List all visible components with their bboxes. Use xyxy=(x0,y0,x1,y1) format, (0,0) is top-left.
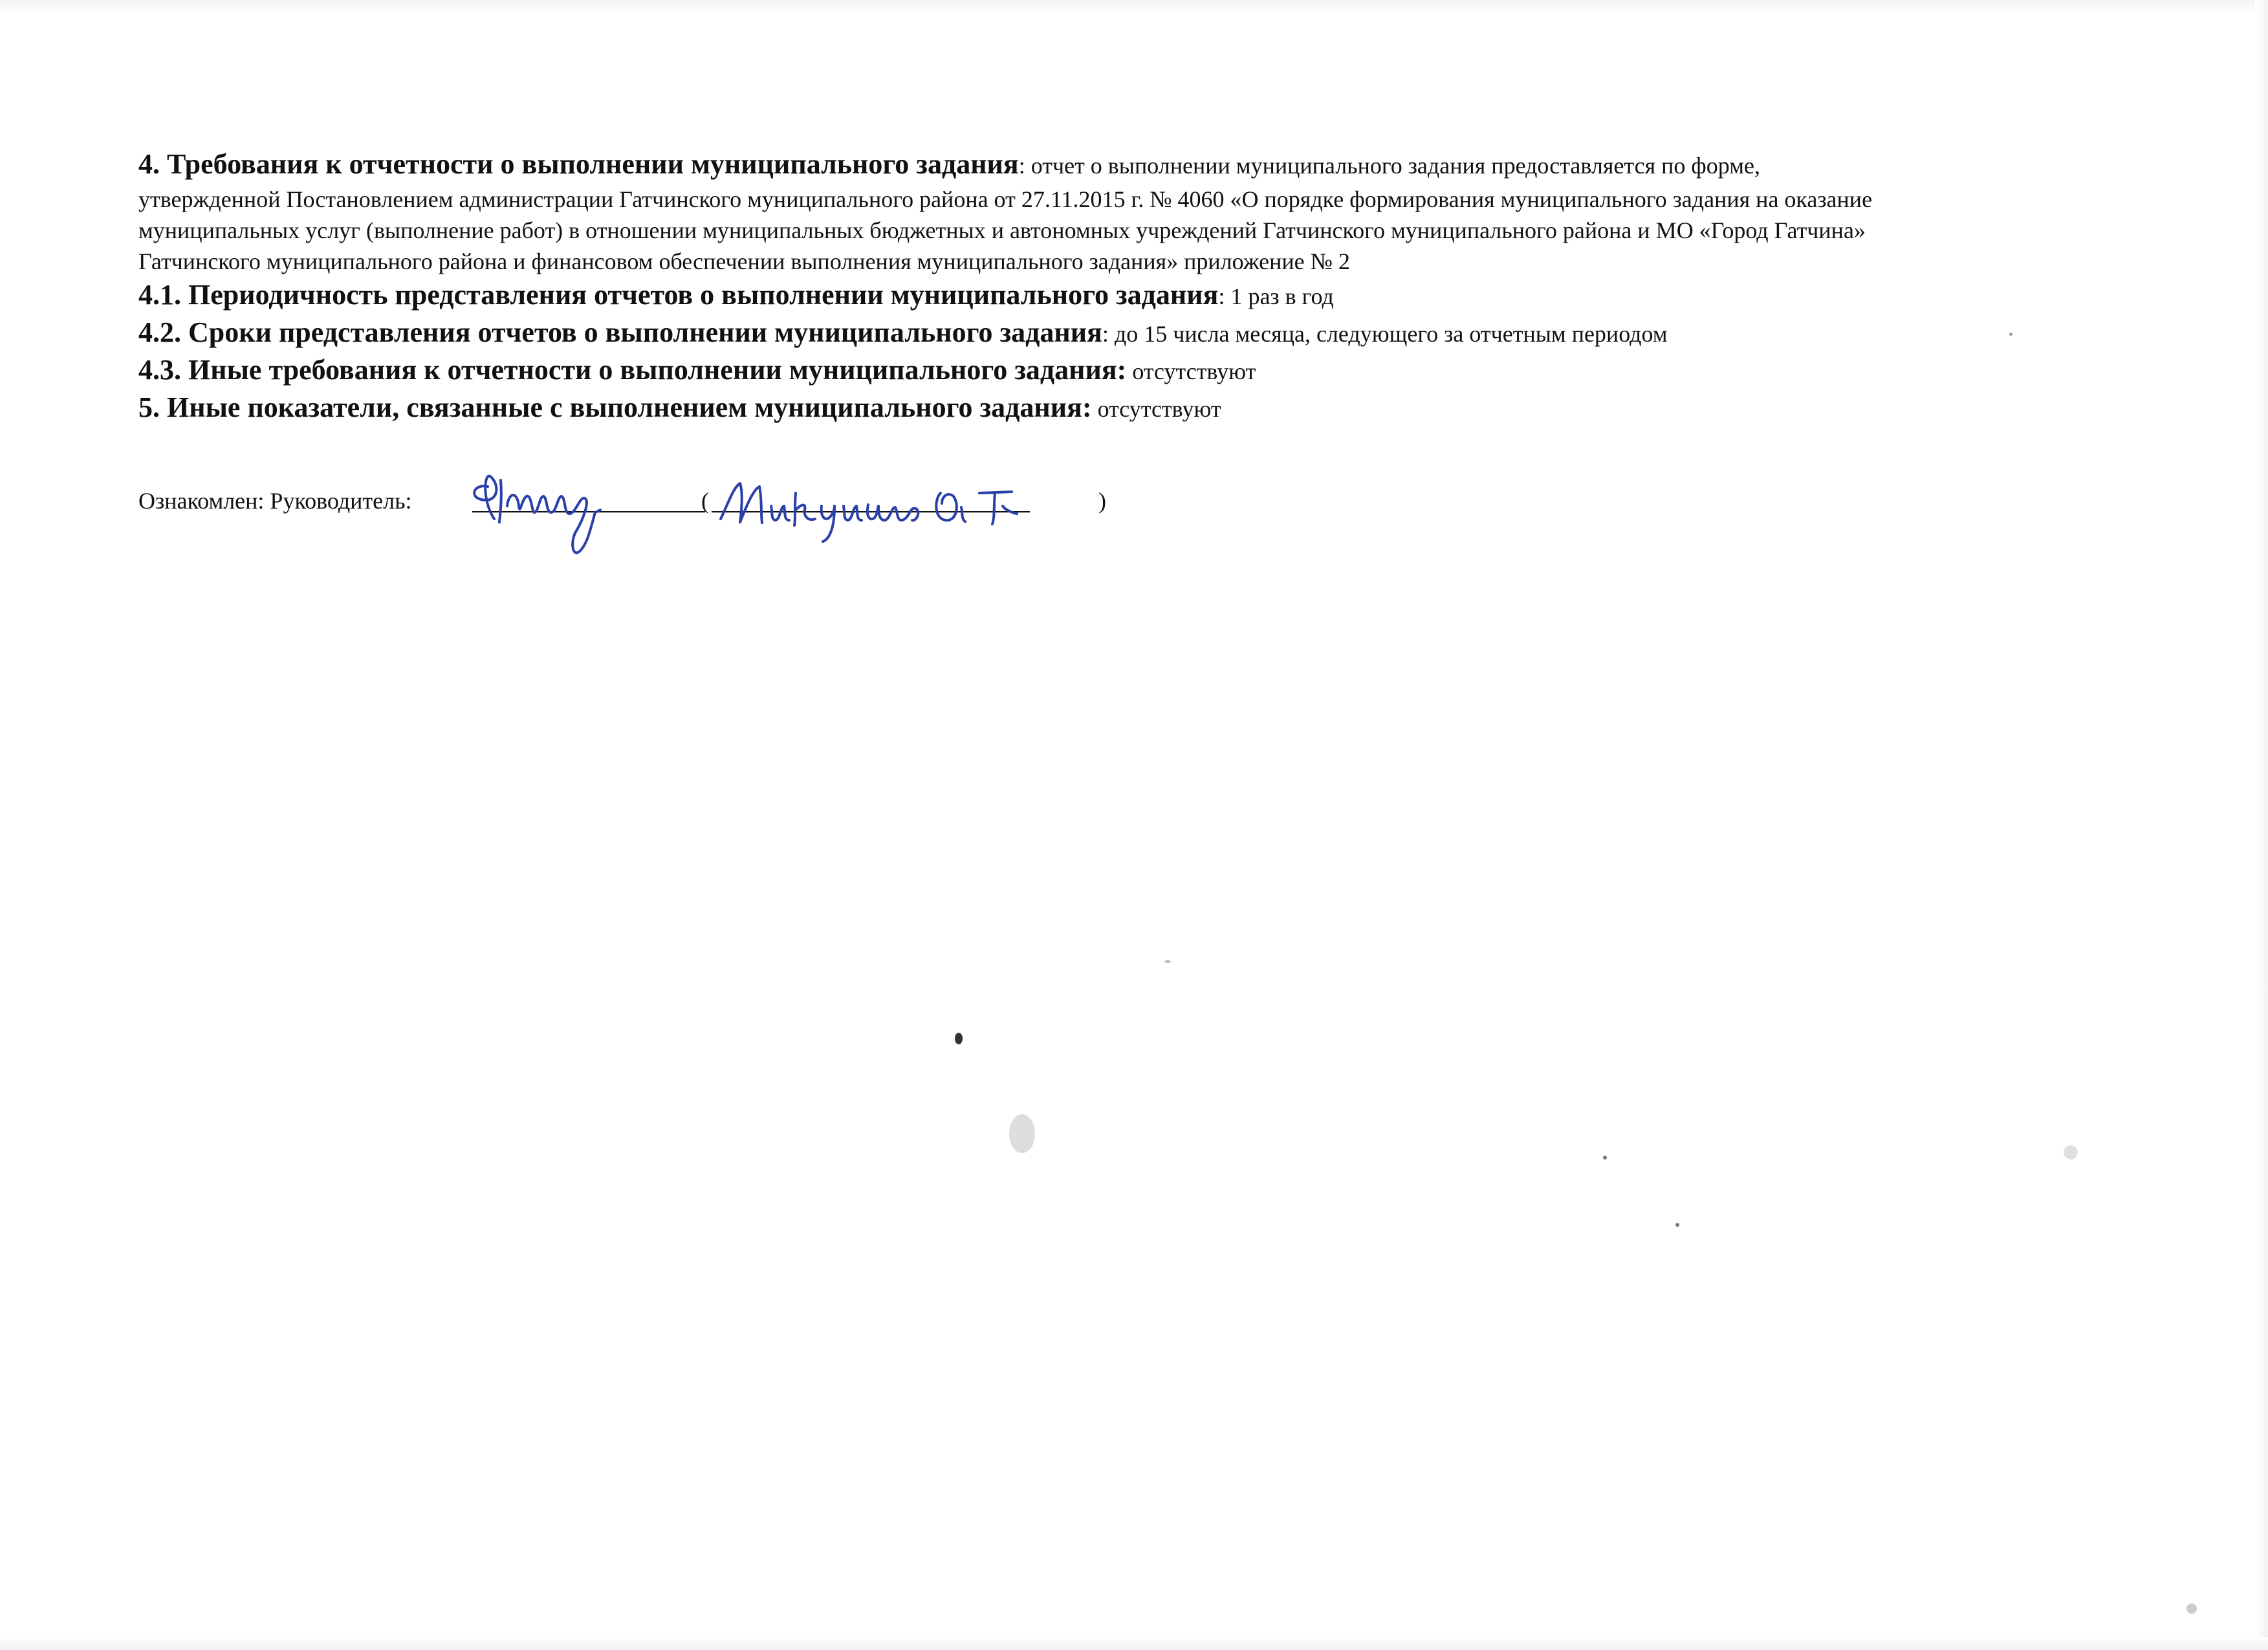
section-4-heading: 4. Требования к отчетности о выполнении муниципального задания xyxy=(138,148,1019,180)
scan-speck xyxy=(955,1033,963,1044)
section-4-3-heading: 4.3. Иные требования к отчетности о выполнении муниципального задания: xyxy=(138,354,1127,386)
section-4-1-heading: 4.1. Периодичность представления отчетов о выполнении муниципального задания xyxy=(138,279,1219,311)
signature-label: Ознакомлен: Руководитель: xyxy=(138,488,412,514)
section-4-text-line-1: отчет о выполнении муниципального задания предоставляется по форме, xyxy=(1025,153,1760,179)
signature-paren-close: ) xyxy=(1098,488,1106,514)
section-4-heading-colon: : xyxy=(1018,153,1025,179)
scan-speck xyxy=(1603,1156,1607,1160)
section-5-value: отсутствуют xyxy=(1091,396,1221,422)
scan-speck xyxy=(2064,1145,2078,1160)
section-4-text-line-4: Гатчинского муниципального района и финансовом обеспечении выполнения муниципального задания» приложение № 2 xyxy=(138,248,1350,274)
scan-speck xyxy=(2186,1603,2197,1614)
section-5-heading: 5. Иные показатели, связанные с выполнением муниципального задания: xyxy=(138,391,1092,423)
signature-paren-open: ( xyxy=(701,488,709,514)
scan-edge-bottom xyxy=(0,1637,2268,1650)
section-4-1 xyxy=(138,281,1334,311)
scan-speck xyxy=(2009,333,2012,336)
section-4-3 xyxy=(138,356,1256,386)
section-4-1-value: : 1 раз в год xyxy=(1218,283,1334,309)
section-4-text-line-2: утвержденной Постановлением администрации Гатчинского муниципального района от 27.11.2015 г. № 4060 «О порядке формирования муниципального задания на оказание xyxy=(138,186,1873,212)
scan-smudge xyxy=(1009,1114,1035,1153)
section-4-3-value: отсутствуют xyxy=(1126,358,1256,384)
section-4-2-value: : до 15 числа месяца, следующего за отчетным периодом xyxy=(1102,321,1668,347)
section-4-2 xyxy=(138,318,1668,348)
handwritten-name xyxy=(708,467,1070,551)
section-4-2-heading: 4.2. Сроки представления отчетов о выполнении муниципального задания xyxy=(138,316,1102,348)
scan-edge-right xyxy=(2255,0,2268,1650)
scan-speck xyxy=(1164,960,1171,963)
signature-row xyxy=(138,487,1368,616)
handwritten-signature xyxy=(462,461,721,577)
section-4-first-line xyxy=(138,150,1760,180)
scan-edge-top xyxy=(0,0,2268,14)
section-4-text-line-3: муниципальных услуг (выполнение работ) в отношении муниципальных бюджетных и автономных учреждений Гатчинского муниципального района и МО «Город Гатчина» xyxy=(138,217,1866,243)
scan-speck xyxy=(1675,1223,1679,1227)
section-5 xyxy=(138,393,1221,423)
